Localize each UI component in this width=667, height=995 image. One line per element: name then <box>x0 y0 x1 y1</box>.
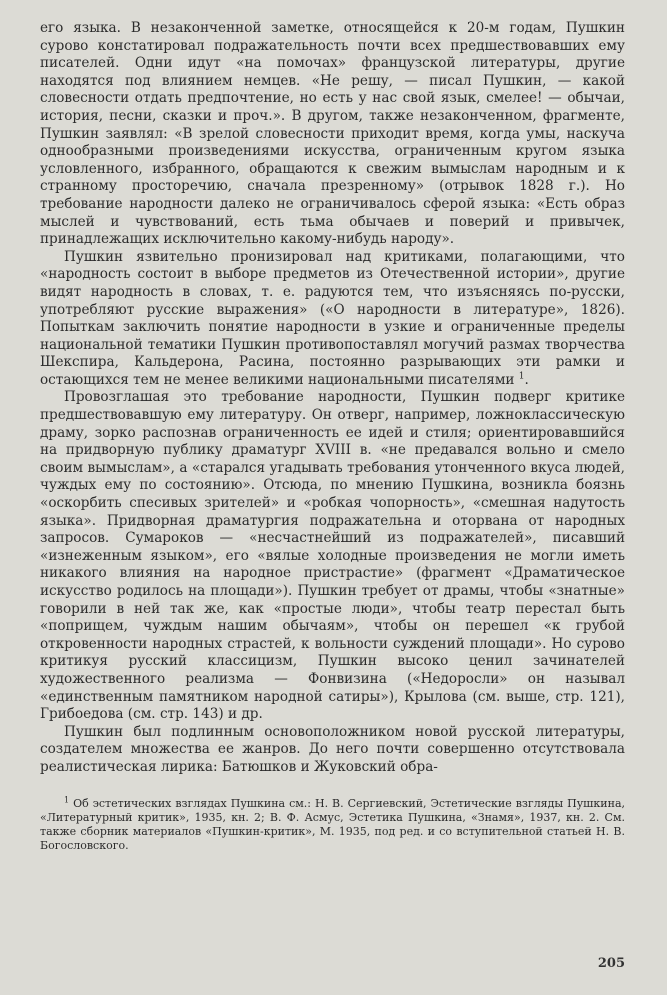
footnote-text: Об эстетических взглядах Пушкина см.: Н. В. Сергиевский, Эстетические взгляды Пушкина, «Литературный критик», 1935, кн. 2; В. Ф. Асмус, Эстетика Пушкина, «Знамя», 1937, кн. 2. См. также сборник материалов «Пушкин-критик», М. 1935, под ред. и со вступительной статьей Н. В. Богословского. <box>40 796 625 852</box>
page-number: 205 <box>597 956 625 971</box>
paragraph-text: Пушкин язвительно пронизировал над критиками, полагающими, что «народность состоит в выборе предметов из Отечественной истории», другие видят народность в словах, т. е. радуются тем, что изъясняясь по-русски, употребляют русские выражения» («О народности в литературе», 1826). Попыткам заключить понятие народности в узкие и ограниченные пределы национальной тематики Пушкин противопоставлял могучий размах творчества Шекспира, Кальдерона, Расина, постоянно разрывающих эти рамки и остающихся тем не менее великими национальными писателями <box>40 248 625 388</box>
paragraph-2: Пушкин язвительно пронизировал над критиками, полагающими, что «народность состоит в выборе предметов из Отечественной истории», другие видят народность в словах, т. е. радуются тем, что изъясняясь по-русски, употребляют русские выражения» («О народности в литературе», 1826). Попыткам заключить понятие народности в узкие и ограниченные пределы национальной тематики Пушкин противопоставлял могучий размах творчества Шекспира, Кальдерона, Расина, постоянно разрывающих эти рамки и остающихся тем не менее великими национальными писателями $^1$. <box>40 248 625 388</box>
paragraph-text: Пушкин был подлинным основоположником новой русской литературы, создателем множества ее жанров. До него почти совершенно отсутствовала реалистическая лирика: Батюшков и Жуковский обра- <box>40 723 625 775</box>
paragraph-text: его языка. В незаконченной заметке, относящейся к 20-м годам, Пушкин сурово констатировал подражательность почти всех предшествовавших ему писателей. Одни идут «на помочах» французской литературы, другие находятся под влиянием немцев. «Не решу, — писал Пушкин, — какой словесности отдать предпочтение, но есть у нас свой язык, смелее! — обычаи, история, песни, сказки и проч.». В другом, также незаконченном, фрагменте, Пушкин заявлял: «В зрелой словесности приходит время, когда умы, наскуча однообразными произведениями искусства, ограниченным кругом языка условленного, избранного, обращаются к свежим вымыслам народным и к странному просторечию, сначала презренному» (отрывок 1828 г.). Но требование народности далеко не ограничивалось сферой языка: «Есть образ мыслей и чувствований, есть тьма обычаев и поверий и привычек, принадлежащих исключительно какому-нибудь народу». <box>40 20 625 248</box>
paragraph-3 <box>40 389 625 723</box>
main-text <box>40 20 625 777</box>
paragraph-4 <box>40 724 625 777</box>
footnotes-section <box>40 791 625 853</box>
footnote-reference[interactable]: 1 <box>518 371 525 382</box>
paragraph-1 <box>40 20 625 249</box>
paragraph-text: Провозглашая это требование народности, Пушкин подверг критике предшествовавшую ему литературу. Он отверг, например, ложноклассическую драму, зорко распознав ограниченность ее идей и стиля; ориентировавшийся на придворную публику драматург XVIII в. «не предавался вольно и смело своим вымыслам», а «старался угадывать требования утонченного вкуса людей, чуждых ему по состоянию». Отсюда, по мнению Пушкина, возникла боязнь «оскорбить спесивых зрителей» и «робкая чопорность», «смешная надутость языка». Придворная драматургия подражательна и оторвана от народных запросов. Сумароков — «несчастнейший из подражателей», писавший «изнеженным языком», его «вялые холодные произведения не могли иметь никакого влияния на народное пристрастие» (фрагмент «Драматическое искусство родилось на площади»). Пушкин требует от драмы, чтобы «знатные» говорили в ней так же, как «простые люди», чтобы театр перестал быть «поприщем, чуждым нашим обычаям», чтобы он перешел «к грубой откровенности народных страстей, к вольности суждений площади». Но сурово критикуя русский классицизм, Пушкин высоко ценил зачинателей художественного реализма — Фонвизина («Недоросли» он называл «единственным памятником народной сатиры»), Крылова (см. выше, стр. 121), Грибоедова (см. стр. 143) и др. <box>40 389 625 723</box>
footnote <box>40 794 625 853</box>
footnote-mark: 1 <box>64 794 70 804</box>
